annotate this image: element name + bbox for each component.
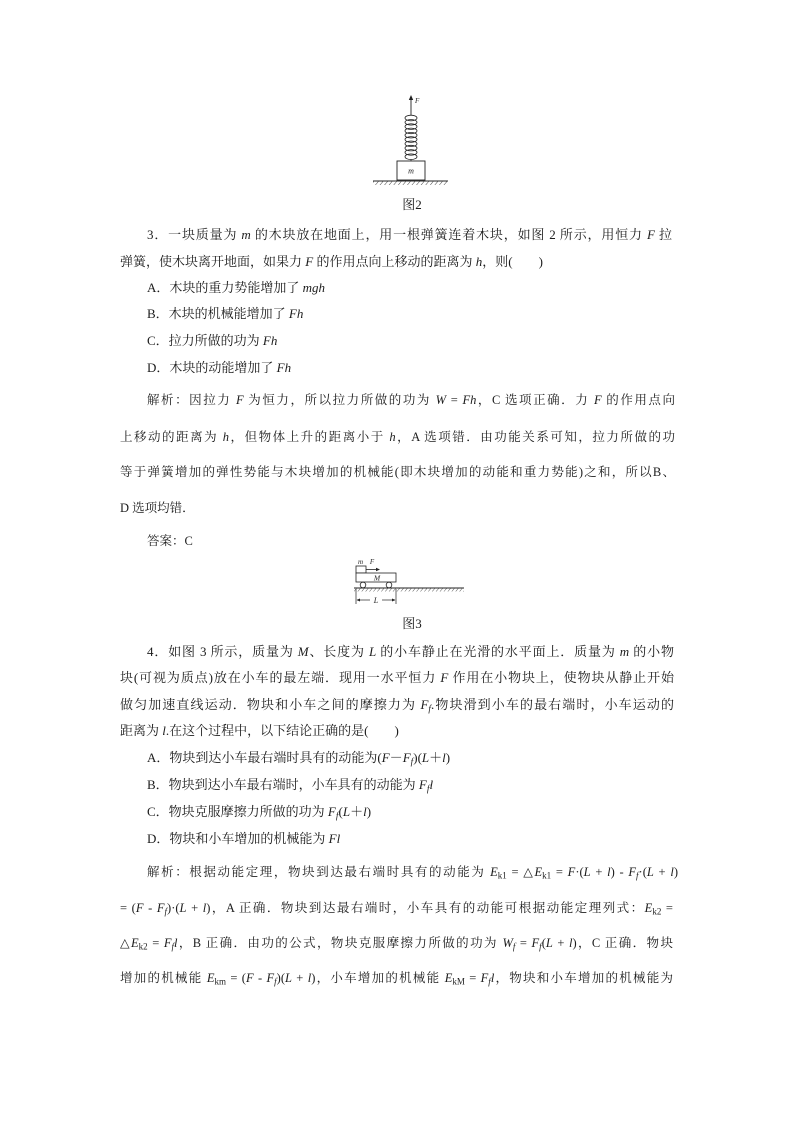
text-run: + [291,971,308,985]
force-arrow-head [376,568,380,572]
text-run: + [590,865,608,879]
q3-stem-line-2 [120,252,543,272]
text-run: ( [338,804,343,819]
q3-analysis-line-2 [120,427,675,447]
text-run: C．物块克服摩擦力所做的功为 [147,804,328,819]
q3-option-d [147,358,291,378]
math-subscript: k1 [542,870,552,881]
text-run: 弹簧，使木块离开地面，如果力 [120,254,306,269]
math-variable: F [418,777,427,792]
text-run: － [389,750,403,765]
text-run: 距离为 [120,723,163,738]
text-run: ，C 选项正确．力 [476,393,594,407]
math-variable: E [131,936,139,950]
q3-analysis-line-1 [147,390,675,410]
q4-stem-line-3 [120,695,674,715]
text-run: B．木块的机械能增加了 [147,306,289,321]
text-run: ) - [610,865,629,879]
mass-label: m [408,166,414,176]
math-variable: l [173,936,178,950]
text-run: △ [120,936,132,950]
math-variable: F [266,971,275,985]
math-subscript: f [636,870,639,881]
text-run: 的木块放在地面上，用一根弹簧连着木块，如图 2 所示，用恒力 [250,227,647,242]
math-subscript: f [274,976,277,987]
math-subscript: f [512,941,516,952]
math-variable: l [607,865,611,879]
q3-analysis-line-3 [120,462,675,482]
text-run: ·( [575,865,584,879]
q3-option-c [147,331,277,351]
q4-option-a [147,748,450,768]
force-label: F [415,97,420,105]
ground-hatch [354,588,464,592]
math-variable: l [670,865,674,879]
math-variable: l [490,971,495,985]
text-run: B．物块到达小车最右端时，小车具有的动能为 [147,777,419,792]
math-variable: F [628,865,637,879]
math-variable: l [429,777,434,792]
text-run: 的小物 [629,644,674,659]
text-run: .在这个过程中，以下结论正确的是( ) [165,723,399,738]
math-subscript: f [426,784,430,795]
math-subscript: f [410,757,414,768]
text-run: = [515,936,532,950]
text-run: = [147,936,164,950]
small-mass-label: m [357,558,364,566]
math-variable: l [307,971,312,985]
math-subscript: k2 [652,906,662,917]
math-variable: W [502,936,513,950]
text-run: - [253,971,267,985]
math-variable: h [389,430,396,444]
text-run: ( [541,936,546,950]
math-variable: F [646,227,655,242]
text-run: = [661,901,673,915]
figure-3-caption: 图3 [402,616,422,631]
math-variable: E [534,865,543,879]
text-run: ，物块和小车增加的机械能为 [494,971,673,985]
force-label: F [369,558,375,566]
text-run: C．拉力所做的功为 [147,333,263,348]
math-variable: L [342,804,351,819]
text-run: 等于弹簧增加的弹性势能与木块增加的机械能(即木块增加的动能和重力势能)之和，所以B、 [120,465,675,479]
text-run: ＋ [429,750,443,765]
q4-analysis-line-1 [147,862,678,882]
text-run: ) [366,804,372,819]
text-run: )·( [167,901,180,915]
text-run: 上移动的距离为 [120,430,223,444]
math-subscript: k1 [497,870,507,881]
text-run: 解析：根据动能定理，物块到达最右端时具有的动能为 [147,865,491,879]
text-run: 作用在小物块上，使物块从静止开始 [448,670,674,685]
text-run: 解析：因拉力 [147,393,236,407]
length-label: L [373,596,379,605]
length-arrowhead-left [357,599,361,602]
text-run: 3．一块质量为 [147,227,242,242]
text-run: ，但物体上升的距离小于 [229,430,390,444]
math-variable: mgh [302,280,326,295]
q4-option-c [147,802,371,822]
text-run: A．物块到达小车最右端时具有的动能为( [147,750,382,765]
text-run: )，小车增加的机械能 [311,971,445,985]
text-run: )( [413,750,422,765]
math-variable: m [619,644,630,659]
text-run: 块(可视为质点)放在小车的最左端．现用一水平恒力 [120,670,441,685]
math-variable: Fh [276,360,292,375]
math-variable: E [490,865,498,879]
text-run: ) [673,865,678,879]
text-run: + [552,936,569,950]
math-subscript: f [488,976,491,987]
text-run: 的小车静止在光滑的水平面上．质量为 [376,644,620,659]
text-run: + [653,865,671,879]
length-arrowhead-right [392,599,396,602]
text-run: )，C 正确．物块 [572,936,673,950]
q3-option-b [147,304,303,324]
text-run: = ( [226,971,246,985]
text-run: 4．如图 3 所示，质量为 [147,644,298,659]
math-variable: W [435,393,447,407]
figure-2-caption: 图2 [402,197,422,212]
math-variable: M [297,644,309,659]
math-variable: E [644,901,653,915]
text-run: D．物块和小车增加的机械能为 [147,831,329,846]
q3-stem-line-1 [147,225,672,245]
text-run: ，B 正确．由功的公式，物块克服摩擦力所做的功为 [177,936,503,950]
math-variable: F [156,901,165,915]
figure-2 [368,90,454,188]
q4-stem-line-4 [120,721,399,741]
math-variable: h [222,430,230,444]
math-variable: h [475,254,483,269]
math-variable: F [567,865,576,879]
math-subscript: k2 [138,941,148,952]
math-variable: F [381,750,390,765]
text-run: D 选项均错． [120,501,195,515]
math-variable: F [531,936,540,950]
text-run: = [551,865,568,879]
math-variable: l [202,901,207,915]
math-subscript: f [428,704,432,715]
text-run: )，A 正确．物块到达最右端时，小车具有的动能可根据动能定理列式： [206,901,645,915]
text-run: = [446,393,463,407]
text-run: ·( [638,865,647,879]
math-variable: F [327,804,336,819]
cart-wheel-left [360,582,366,588]
math-variable: F [420,697,429,712]
text-run: = [464,971,481,985]
force-arrow-head [409,95,413,100]
math-variable: F [305,254,314,269]
ground-hatch [373,181,448,185]
text-run: = ( [120,901,136,915]
text-run: = △ [506,865,535,879]
text-run: 的作用点向 [601,393,675,407]
text-run: D．木块的动能增加了 [147,360,277,375]
q4-stem-line-1 [147,642,674,662]
text-run: 做匀加速直线运动．物块和小车之间的摩擦力为 [120,697,421,712]
q4-analysis-line-4 [120,968,673,988]
math-variable: E [444,971,453,985]
q4-analysis-line-3 [120,933,673,953]
math-subscript: f [335,811,339,822]
text-run: .物块滑到小车的最右端时，小车运动的 [431,697,674,712]
q4-option-d [147,829,340,849]
math-variable: F [163,936,172,950]
math-variable: Fh [462,393,477,407]
math-variable: L [583,865,591,879]
text-run: + [186,901,203,915]
text-run: 为恒力，所以拉力所做的功为 [243,393,436,407]
math-variable: L [545,936,553,950]
text-run: ，A 选项错．由功能关系可知，拉力所做的功 [395,430,675,444]
small-block-m [356,566,366,573]
math-variable: l [568,936,573,950]
q4-option-b [147,775,433,795]
q3-answer: 答案：C [147,534,193,548]
math-variable: E [206,971,215,985]
math-variable: F [402,750,411,765]
text-run: 拉 [654,227,672,242]
math-variable: Fh [288,306,304,321]
text-run: A．木块的重力势能增加了 [147,280,303,295]
math-subscript: kM [452,976,465,987]
math-variable: Fl [328,831,341,846]
math-variable: l [162,723,166,738]
spring-coil [405,115,417,161]
q4-analysis-line-2 [120,898,673,918]
text-run: 、长度为 [308,644,369,659]
cart-wheel-right [386,582,392,588]
math-variable: F [440,670,449,685]
math-subscript: km [214,976,226,987]
math-subscript: f [171,941,174,952]
math-subscript: f [164,906,168,917]
math-variable: F [480,971,489,985]
text-run: ＋ [350,804,364,819]
math-variable: l [442,750,446,765]
text-run: - [143,901,157,915]
math-variable: L [179,901,187,915]
math-variable: Fh [262,333,278,348]
math-subscript: f [539,941,542,952]
math-variable: F [245,971,254,985]
text-run: 的作用点向上移动的距离为 [313,254,476,269]
q3-option-a [147,278,325,298]
math-variable: F [593,393,602,407]
math-variable: L [368,644,377,659]
math-variable: l [363,804,367,819]
math-variable: m [241,227,251,242]
cart-mass-label: M [373,573,381,583]
text-run: 增加的机械能 [120,971,207,985]
q4-stem-line-2 [120,668,674,688]
text-run: ，则( ) [482,254,543,269]
math-variable: F [135,901,144,915]
figure-3 [352,556,468,608]
math-variable: L [646,865,654,879]
math-variable: F [235,393,244,407]
math-variable: L [284,971,292,985]
text-run: ) [445,750,451,765]
math-variable: L [421,750,430,765]
q3-analysis-line-4 [120,498,195,518]
text-run: )( [276,971,285,985]
